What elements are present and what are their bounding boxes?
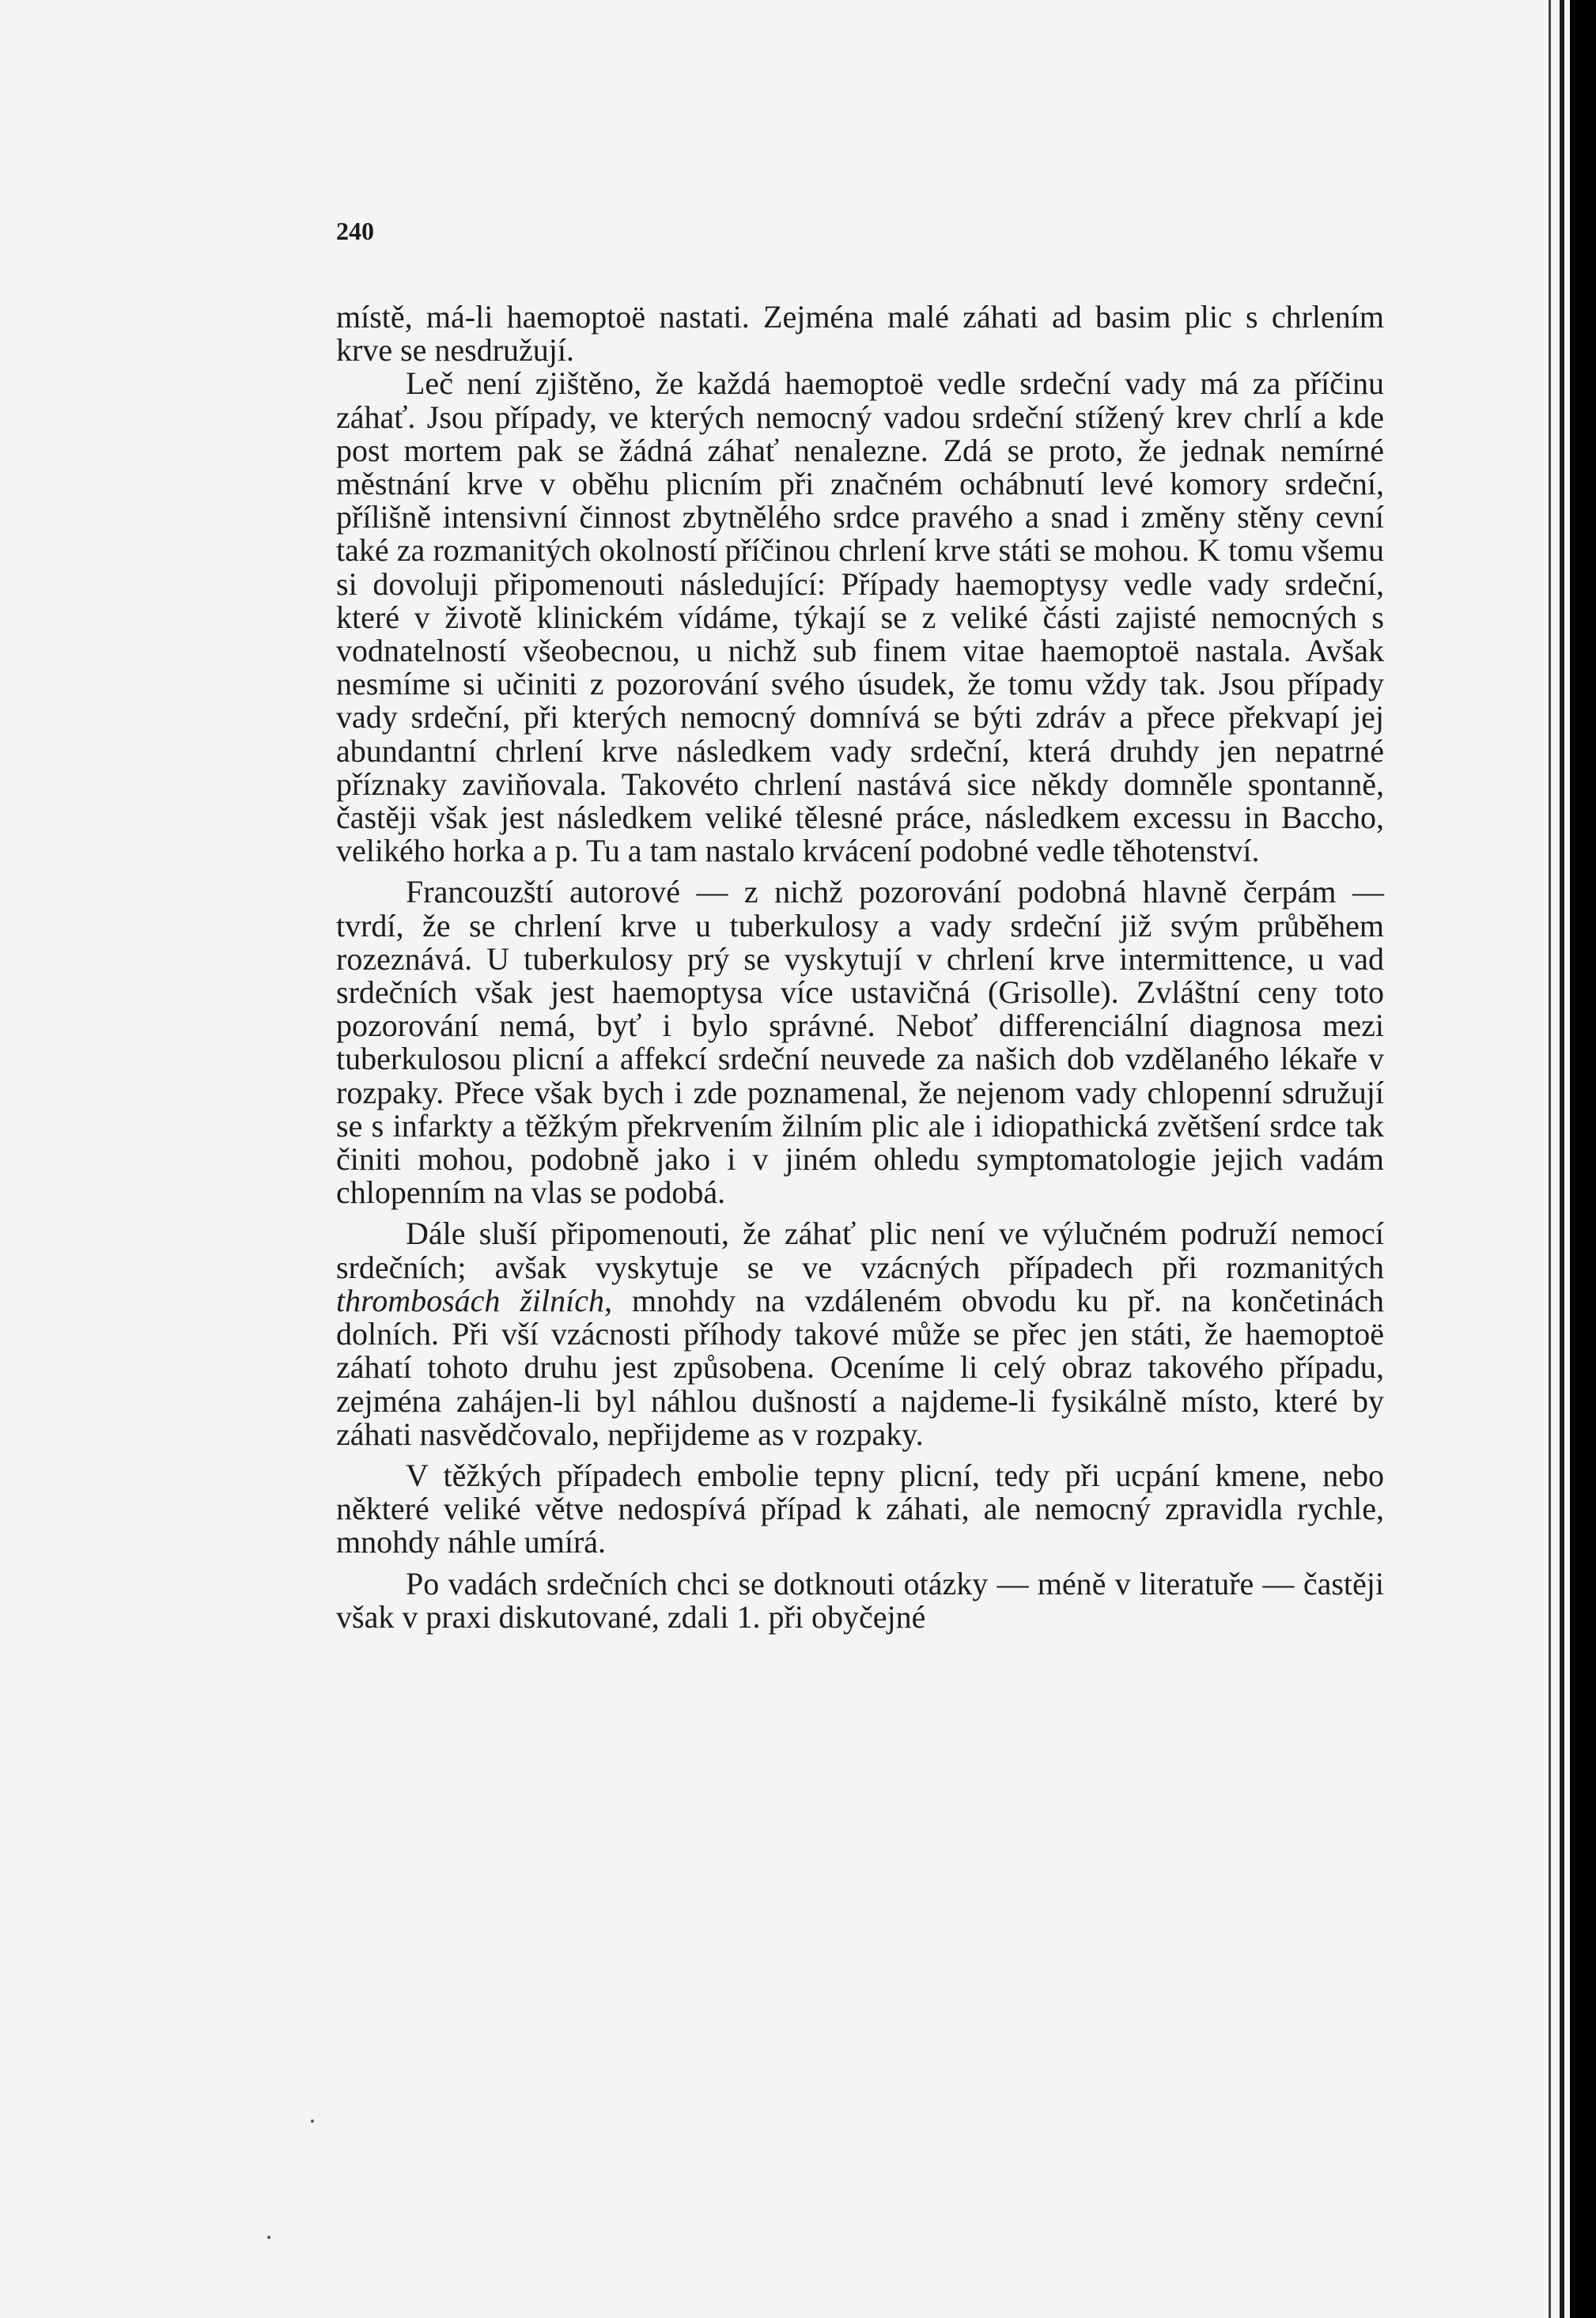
paragraph-3: Francouzští autorové — z nichž pozorování podobná hlavně čerpám — tvrdí, že se chrlení krve u tuberkulosy a vady srdeční již svým průběhem rozeznává. U tuberkulosy prý se vyskytují v chrlení krve intermittence, u vad srdečních však jest haemoptysa více ustavičná (Grisolle). Zvláštní ceny toto pozorování nemá, byť i bylo správné. Neboť differenciální diagnosa mezi tuberkulosou plicní a affekcí srdeční neuvede za našich dob vzdělaného lékaře v rozpaky. Přece však bych i zde poznamenal, že nejenom vady chlopenní sdružují se s infarkty a těžkým překrvením žilním plic ale i idiopathická zvětšení srdce tak činiti mohou, podobně jako i v jiném ohledu symptomatologie jejich vadám chlopenním na vlas se podobá. [336, 874, 1384, 1211]
scan-speck [267, 2236, 270, 2239]
scan-speck [311, 2119, 314, 2123]
paragraph-4-start: Dále sluší připomenouti, že záhať plic není ve výlučném podruží nemocí srdečních; avšak vyskytuje se ve vzácných případech při rozmanitých [336, 1216, 1384, 1285]
paragraph-1-continuation: místě, má-li haemoptoë nastati. Zejména malé záhati ad basim plic s chrlením krve se nesdružují. [336, 299, 1384, 369]
paragraph-2: Leč není zjištěno, že každá haemoptoë vedle srdeční vady má za příčinu záhať. Jsou případy, ve kterých nemocný vadou srdeční stížený krev chrlí a kde post mortem pak se žádná záhať nenalezne. Zdá se proto, že jednak nemírné městnání krve v oběhu plicním při značném ochábnutí levé komory srdeční, přílišně intensivní činnost zbytnělého srdce pravého a snad i změny stěny cevní také za rozmanitých okolností příčinou chrlení krve státi se mohou. K tomu všemu si dovoluji připomenouti následující: Případy haemoptysy vedle vady srdeční, které v životě klinickém vídáme, týkají se z veliké části zajisté nemocných s vodnatelností všeobecnou, u nichž sub finem vitae haemoptoë nastala. Avšak nesmíme si učiniti z pozorování svého úsudek, že tomu vždy tak. Jsou případy vady srdeční, při kterých nemocný domnívá se býti zdráv a přece překvapí jej abundantní chrlení krve následkem vady srdeční, která druhdy jen nepatrné příznaky zaviňovala. Takovéto chrlení nastává sice někdy domněle spontanně, častěji však jest následkem veliké tělesné práce, následkem excessu in Baccho, velikého horka a p. Tu a tam nastalo krvácení podobné vedle těhotenství. [336, 365, 1384, 869]
paragraph-4-emphasis: thrombosách žilních [336, 1282, 605, 1318]
paragraph-5: V těžkých případech embolie tepny plicní, tedy při ucpání kmene, nebo některé veliké větve nedospívá případ k záhati, ale nemocný zpravidla rychle, mnohdy náhle umírá. [336, 1457, 1384, 1560]
scan-edge-line [1549, 0, 1551, 2318]
paragraph-4-end: , mnohdy na vzdáleném obvodu ku př. na končetinách dolních. Při vší vzácnosti příhody takové může se přec jen státi, že haemoptoë záhatí tohoto druhu jest způsobena. Oceníme li celý obraz takového případu, zejména zahájen-li byl náhlou dušností a najdeme-li fysikálně místo, které by záhati nasvědčovalo, nepřijdeme as v rozpaky. [336, 1282, 1384, 1452]
paragraph-6: Po vadách srdečních chci se dotknouti otázky — méně v literatuře — častěji však v praxi diskutované, zdali 1. při obyčejné [336, 1565, 1384, 1635]
paragraph-4 [336, 1217, 1384, 1450]
page-number: 240 [336, 217, 374, 245]
body-text [336, 301, 1384, 1634]
scan-edge-shadow [1560, 0, 1564, 2318]
